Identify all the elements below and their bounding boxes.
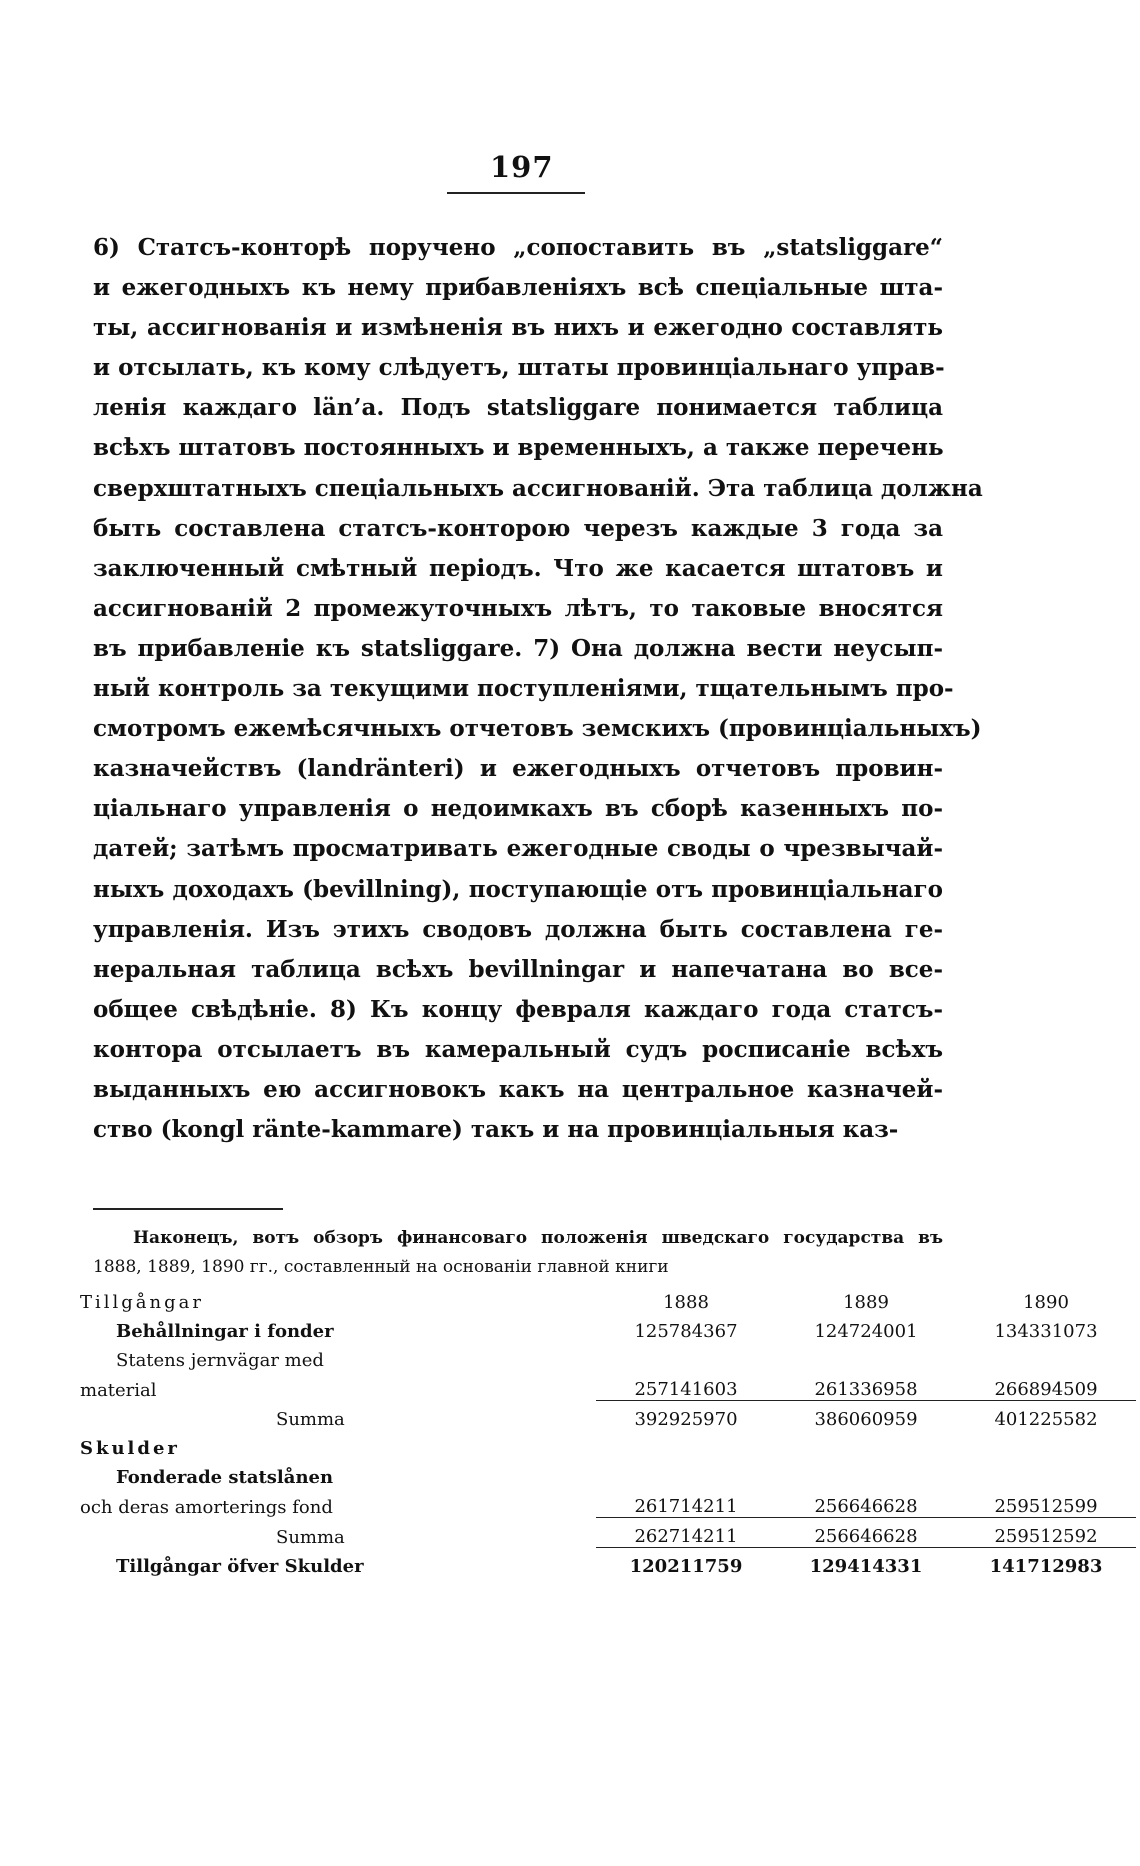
cell-value: 129414331 (809, 1556, 923, 1577)
text-line: заключенный смѣтный періодъ. Что же касается штатовъ и (93, 554, 943, 582)
table-row (80, 1518, 1136, 1548)
cell-value (776, 1430, 956, 1459)
table-row (80, 1430, 1136, 1459)
text-line: общее свѣдѣніе. 8) Къ концу февраля каждаго года статсъ- (93, 995, 943, 1023)
text-line: ство (kongl ränte-kammare) такъ и на провинціальныя каз- (93, 1116, 899, 1144)
table-row (80, 1401, 1136, 1431)
text-line: ленія каждаго län’a. Подъ statsliggare понимается таблица (93, 394, 943, 422)
footnote (93, 1224, 943, 1282)
year-header: 1888 (663, 1292, 709, 1313)
cell-value: 261714211 (596, 1488, 776, 1518)
text-line: всѣхъ штатовъ постоянныхъ и временныхъ, а также перечень (93, 434, 944, 462)
cell-value (956, 1430, 1136, 1459)
cell-value (776, 1459, 956, 1488)
table-row (80, 1459, 1136, 1488)
footnote-intro-line: Наконецъ, вотъ обзоръ финансоваго положенія шведскаго государства въ (133, 1228, 943, 1248)
cell-value: 257141603 (596, 1371, 776, 1401)
text-line: и отсылать, къ кому слѣдуетъ, штаты провинціальнаго управ- (93, 354, 945, 382)
text-line: датей; затѣмъ просматривать ежегодные своды о чрезвычай- (93, 835, 943, 863)
text-line: неральная таблица всѣхъ bevillningar и напечатана во все- (93, 955, 943, 983)
cell-value: 141712983 (989, 1556, 1103, 1577)
text-line: ныхъ доходахъ (bevillning), поступающіе отъ провинціальнаго (93, 875, 943, 903)
cell-value: 125784367 (634, 1321, 738, 1342)
main-text (93, 228, 983, 1150)
footnote-separator (93, 1208, 283, 1210)
table-row (80, 1371, 1136, 1401)
text-line: выданныхъ ею ассигновокъ какъ на центральное казначей- (93, 1075, 943, 1103)
footnote-intro-line: 1888, 1889, 1890 гг., составленный на основаніи главной книги (93, 1257, 669, 1277)
table-section-label: Skulder (80, 1438, 180, 1459)
text-line: 6) Статсъ-конторѣ поручено „сопоставить въ „statsliggare“ (93, 234, 943, 261)
text-line: управленія. Изъ этихъ сводовъ должна быть составлена ге- (93, 915, 943, 943)
table-row (80, 1548, 1136, 1578)
cell-value (956, 1459, 1136, 1488)
cell-value (596, 1342, 776, 1371)
table-section-label: Tillgångar (80, 1292, 204, 1313)
text-line: контора отсылаетъ въ камеральный судъ росписаніе всѣхъ (93, 1035, 943, 1063)
cell-value: 266894509 (956, 1371, 1136, 1401)
cell-value: 262714211 (596, 1518, 776, 1548)
year-header: 1890 (1023, 1292, 1069, 1313)
cell-value (596, 1430, 776, 1459)
row-label: och deras amorterings fond (80, 1496, 333, 1518)
cell-value (596, 1459, 776, 1488)
page-number-rule (447, 192, 585, 194)
table-row (80, 1313, 1136, 1342)
text-line: казначействъ (landränteri) и ежегодныхъ отчетовъ провин- (93, 755, 943, 783)
row-label: material (80, 1379, 157, 1401)
text-line: и ежегодныхъ къ нему прибавленіяхъ всѣ спеціальные шта- (93, 274, 943, 302)
row-label: Tillgångar öfver Skulder (116, 1556, 364, 1577)
text-line: ный контроль за текущими поступленіями, тщательнымъ про- (93, 675, 954, 703)
table-row (80, 1488, 1136, 1518)
finance-table (80, 1284, 1136, 1577)
cell-value: 386060959 (814, 1409, 918, 1430)
cell-value: 392925970 (634, 1409, 738, 1430)
cell-value: 120211759 (629, 1556, 743, 1577)
cell-value (956, 1342, 1136, 1371)
cell-value: 124724001 (814, 1321, 918, 1342)
text-line: смотромъ ежемѣсячныхъ отчетовъ земскихъ (провинціальныхъ) (93, 715, 982, 743)
row-label: Statens jernvägar med (116, 1350, 324, 1371)
text-line: ціальнаго управленія о недоимкахъ въ сборѣ казенныхъ по- (93, 795, 943, 823)
text-line: сверхштатныхъ спеціальныхъ ассигнованій. Эта таблица должна (93, 474, 983, 502)
cell-value: 259512592 (956, 1518, 1136, 1548)
text-line: въ прибавленіе къ statsliggare. 7) Она должна вести неусып- (93, 634, 943, 662)
text-line: ассигнованій 2 промежуточныхъ лѣтъ, то таковые вносятся (93, 594, 943, 622)
row-label: Behållningar i fonder (116, 1321, 334, 1342)
row-label: Summa (276, 1526, 345, 1548)
table-header-row (80, 1284, 1136, 1313)
table-row (80, 1342, 1136, 1371)
row-label: Fonderade statslånen (116, 1467, 334, 1488)
text-line: быть составлена статсъ-конторою черезъ каждые 3 года за (93, 514, 943, 542)
cell-value: 134331073 (994, 1321, 1098, 1342)
row-label: Summa (276, 1409, 345, 1430)
page-number: 197 (490, 150, 554, 184)
cell-value: 261336958 (776, 1371, 956, 1401)
text-line: ты, ассигнованія и измѣненія въ нихъ и ежегодно составлять (93, 314, 943, 342)
cell-value: 256646628 (776, 1488, 956, 1518)
cell-value (776, 1342, 956, 1371)
year-header: 1889 (843, 1292, 889, 1313)
cell-value: 401225582 (994, 1409, 1098, 1430)
cell-value: 259512599 (956, 1488, 1136, 1518)
cell-value: 256646628 (776, 1518, 956, 1548)
